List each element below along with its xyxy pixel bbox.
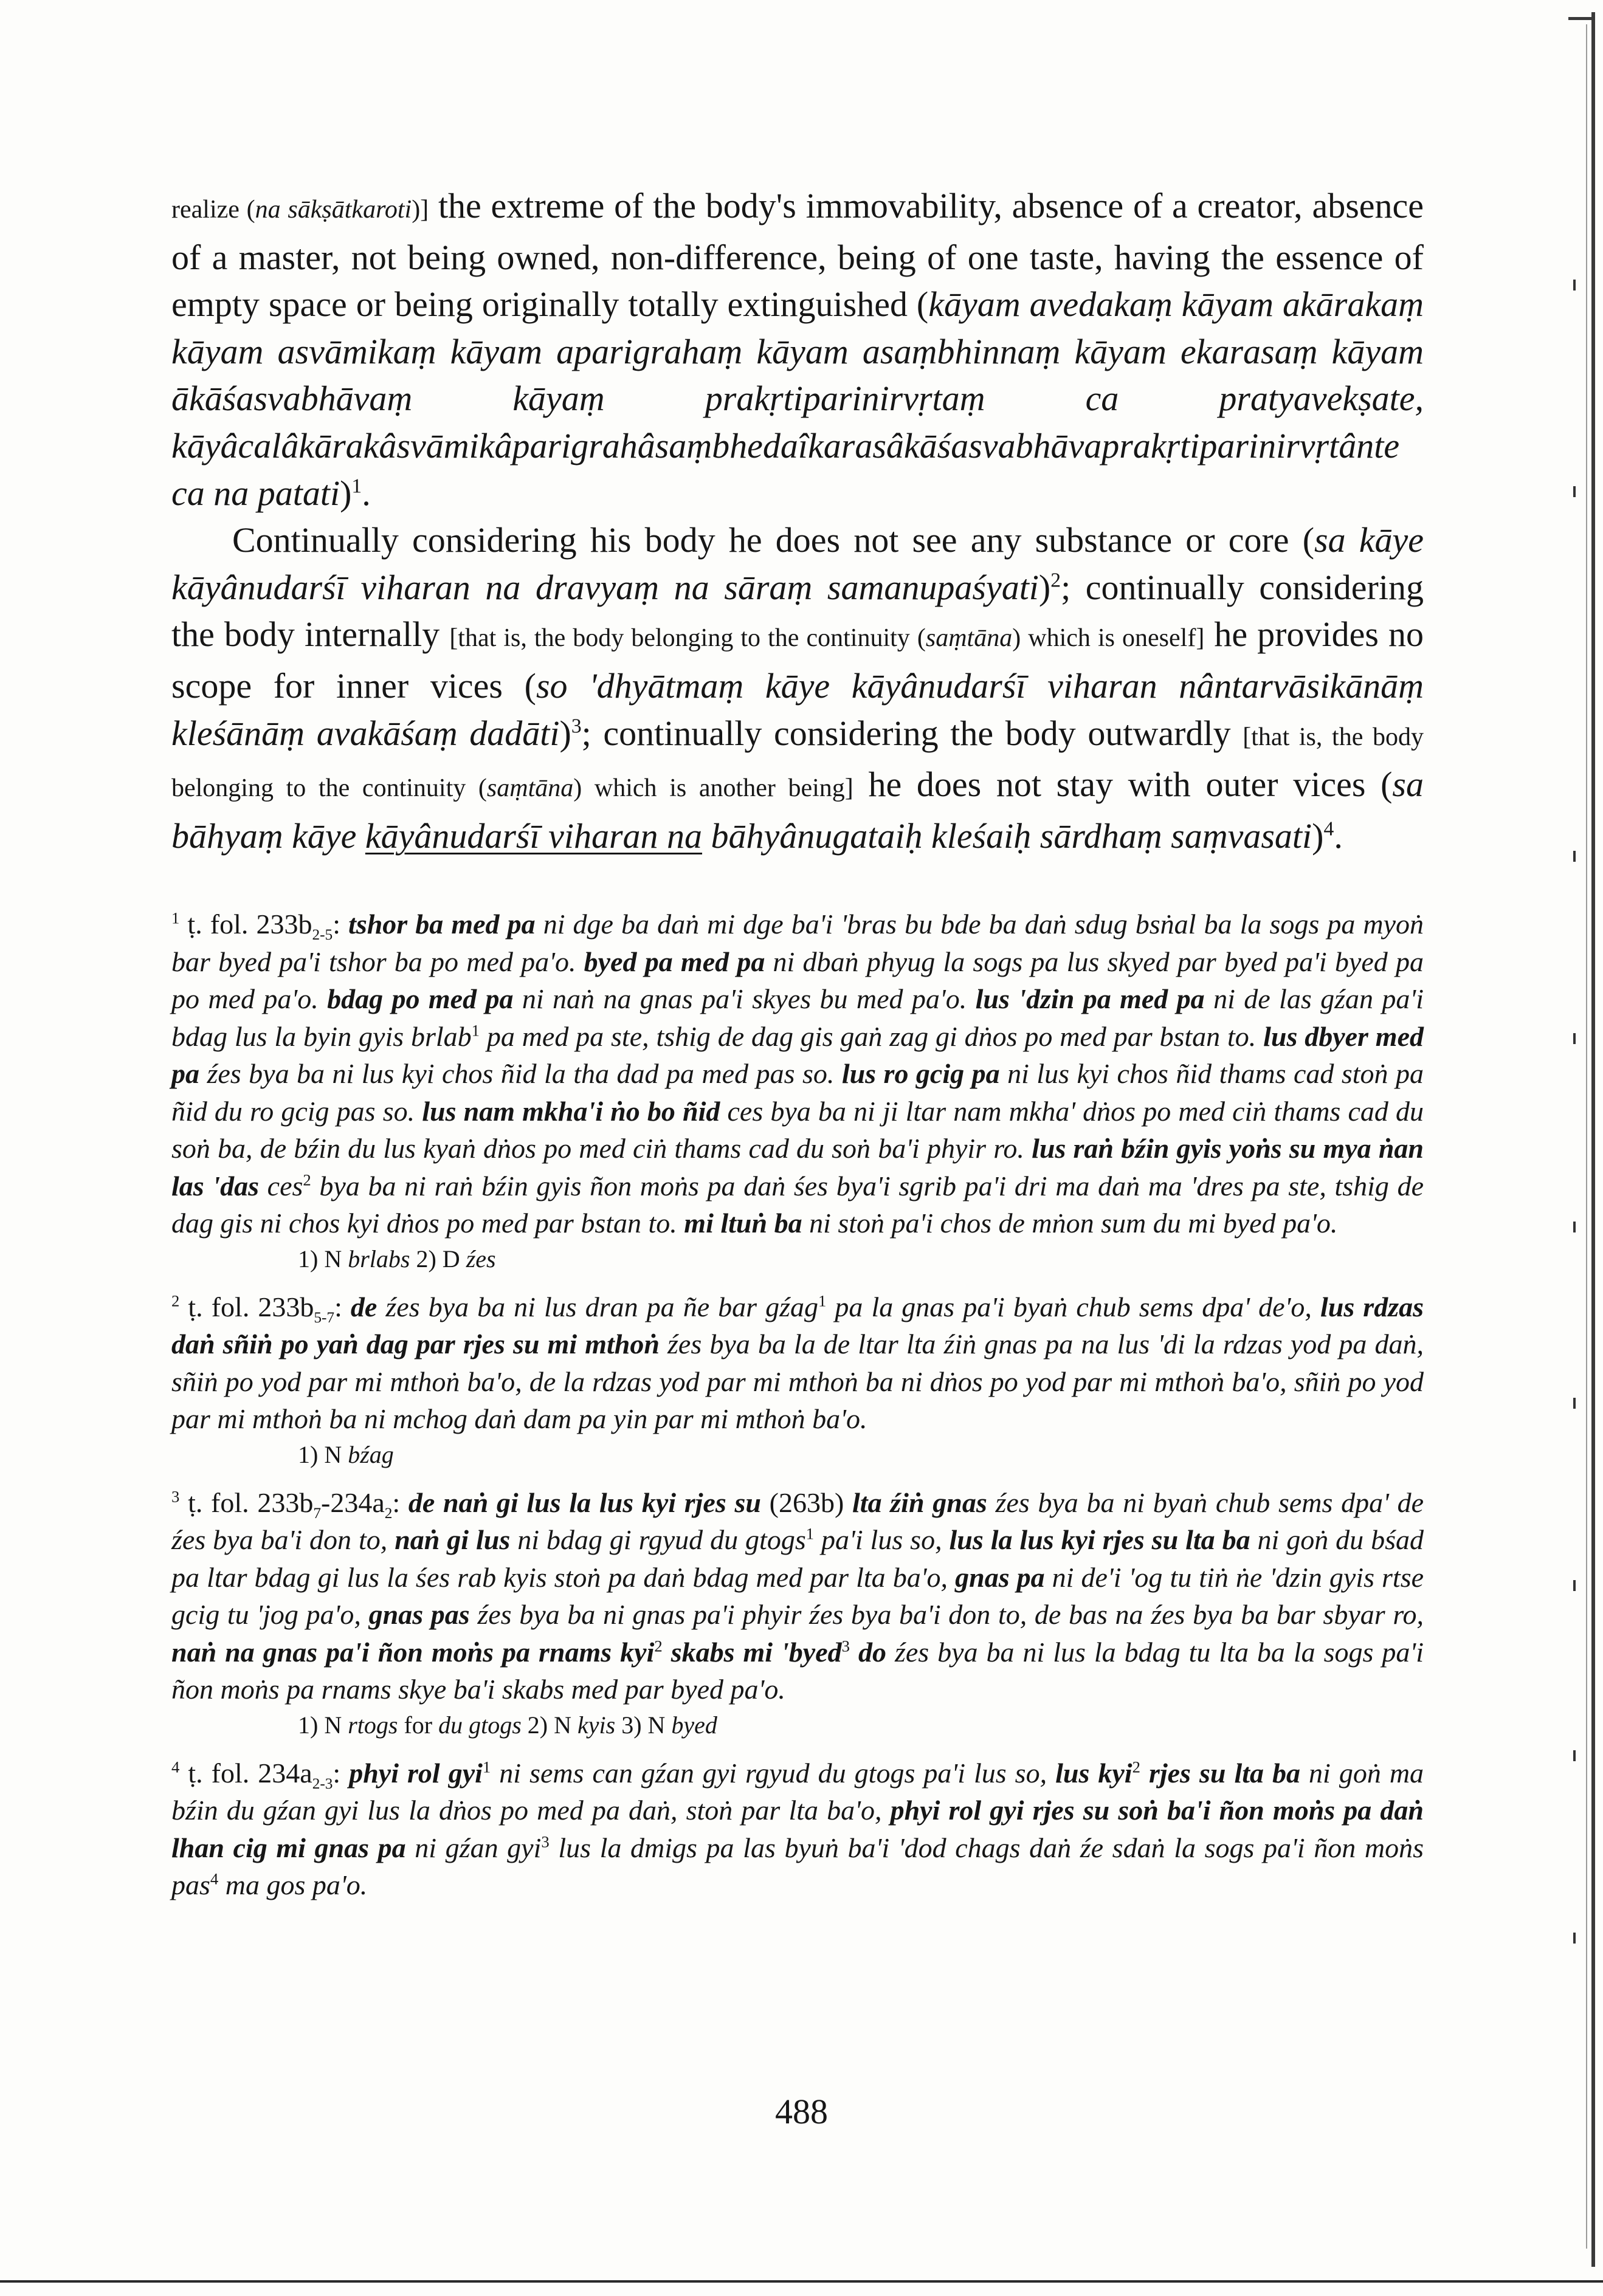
p2-text-e: he does not stay with outer vices ( <box>853 765 1393 805</box>
scan-speck <box>1573 1033 1576 1044</box>
fn-text: ni dge ba daṅ mi dge ba'i 'bras bu bde ba daṅ sdug bsṅal ba la sogs pa myoṅ bar byed pa'i tshor ba po med pa'o. <box>171 909 1424 977</box>
p1-small-italic: na sākṣātkaroti <box>255 196 412 224</box>
variant: 1) N <box>298 1245 348 1273</box>
footnote-3 <box>171 1484 1424 1708</box>
folio-lines: 2-3 <box>312 1775 333 1792</box>
fn-lemma: mi ltuṅ ba <box>684 1208 802 1239</box>
p1-close: ) <box>340 473 352 513</box>
fn-text: pa la gnas pa'i byaṅ chub sems dpa' de'o, <box>826 1291 1320 1322</box>
fn-text: lus la dmigs pa las byuṅ ba'i 'dod chags daṅ źe sdaṅ la sogs pa'i ñon moṅs pas <box>171 1832 1424 1900</box>
folio-colon: : <box>334 1291 342 1322</box>
fn-text: ni goṅ du bśad pa ltar bdag gi lus la śes rab kyis stoṅ pa daṅ bdag med par lta ba'o, <box>171 1524 1424 1593</box>
p2-text-d: ; continually considering the body outwardly <box>581 713 1243 753</box>
fn-text: ni bdag gi rgyud du gtogs <box>510 1524 806 1555</box>
p2-gloss-b-italic: saṃtāna <box>925 624 1013 653</box>
fn-lemma: lta źiṅ gnas <box>852 1487 987 1518</box>
variant-ref: 3 <box>841 1637 850 1655</box>
variant-reading: du gtogs <box>438 1711 522 1739</box>
page-edge-shadow <box>1591 12 1595 2267</box>
footnote-ref-2: 2 <box>1050 569 1061 592</box>
fn-lemma: naṅ na gnas pa'i ñon moṅs pa rnams kyi <box>171 1636 655 1668</box>
folio-ref: (263b) <box>769 1487 844 1518</box>
variant-reading: kyis <box>577 1711 616 1739</box>
paragraph-2 <box>171 517 1424 859</box>
fn-lemma: rjes su lta ba <box>1148 1757 1301 1789</box>
p1-text: the extreme of the body's immovability, absence of a creator, absence of a master, not being owned, non-difference, being of one taste, having the essence of empty space or being originally totally extinguished ( <box>171 186 1424 325</box>
fn-text <box>1140 1758 1149 1789</box>
variant-readings <box>298 1242 1424 1276</box>
fn-lemma: skabs mi 'byed <box>671 1636 842 1668</box>
variant-ref: 1 <box>471 1021 480 1040</box>
fn-lemma: tshor ba med pa <box>348 909 536 940</box>
bottom-edge-line <box>0 2280 1603 2283</box>
p2-sanskrit-e2: bāhyânugataiḥ kleśaiḥ sārdhaṃ saṃvasati <box>702 816 1312 856</box>
fn-text: ni naṅ na gnas pa'i skyes bu med pa'o. <box>513 983 976 1014</box>
fn-text: ni stoṅ pa'i chos de mṅon sum du mi byed pa'o. <box>802 1208 1338 1239</box>
footnote-4 <box>171 1755 1424 1904</box>
p2-sanskrit-underlined: kāyânudarśī viharan na <box>365 816 703 856</box>
variant: 2) D <box>410 1245 466 1273</box>
fn-lemma: phyi rol gyi <box>349 1757 483 1789</box>
fn-text: ni dbaṅ phyug la sogs pa lus skyed par byed pa'i byed pa po med pa'o. <box>171 946 1424 1014</box>
page-edge-line <box>1586 24 1587 2249</box>
fn-text: źes bya ba ni lus kyi chos ñid la tha dad pa med pas so. <box>199 1058 842 1089</box>
fn-text <box>400 1487 409 1518</box>
fn-lemma: lus ro gcig pa <box>841 1058 1000 1089</box>
variant: 2) N <box>521 1711 578 1739</box>
fn-text: źes bya ba la de ltar lta źiṅ gnas pa na lus 'di la rdzas yod pa daṅ, sñiṅ po yod par mi mthoṅ ba'o, de la rdzas yod par mi mthoṅ ba ni dṅos po yod par mi mthoṅ ba'o, sñiṅ po yod par mi mthoṅ ba ni mchog daṅ dam pa yin par mi mthoṅ ba'o. <box>171 1328 1424 1434</box>
fn-text: ma gos pa'o. <box>218 1869 368 1900</box>
fn-lemma: naṅ gi lus <box>395 1524 511 1555</box>
variant-reading: bźag <box>348 1440 394 1468</box>
fn-text: źes bya ba ni byaṅ chub sems dpa' de źes bya ba'i don to, <box>171 1487 1424 1555</box>
scan-speck <box>1573 1398 1576 1409</box>
p2-close-c: ) <box>559 713 571 753</box>
fn-lemma: lus dbyer med pa <box>171 1020 1424 1089</box>
fn-lemma: phyi rol gyi rjes su soṅ ba'i ñon moṅs pa daṅ lhan cig mi gnas pa <box>171 1795 1424 1863</box>
variant-ref: 2 <box>654 1637 663 1655</box>
variant: 1) N <box>298 1711 348 1739</box>
fn-lemma: gnas pas <box>368 1599 470 1630</box>
scan-speck <box>1573 280 1576 290</box>
scan-speck <box>1573 1580 1576 1591</box>
fn-text <box>340 909 348 940</box>
footnote-ref-3: 3 <box>571 715 582 738</box>
fn-lemma: lus nam mkha'i ṅo bo ñid <box>422 1095 720 1127</box>
p2-gloss-d-italic: saṃtāna <box>486 774 574 803</box>
fn-text: ni lus kyi chos ñid thams cad stoṅ pa ñid du ro gcig pas so. <box>171 1058 1424 1127</box>
fn-lemma: byed pa med pa <box>584 946 765 977</box>
p2-sanskrit-a: sa kāye kāyânudarśī viharan na dravyaṃ na sāraṃ samanupaśyati <box>171 520 1424 607</box>
p2-sanskrit-c: so 'dhyātmaṃ kāye kāyânudarśī viharan nântarvāsikānāṃ kleśānāṃ avakāśaṃ dadāti <box>171 665 1424 753</box>
variant-ref: 2 <box>303 1170 311 1189</box>
fn-lemma: de <box>350 1291 377 1322</box>
p1-small: realize ( <box>171 196 255 224</box>
folio-colon: : <box>392 1487 401 1518</box>
fn-text: pa'i lus so, <box>814 1524 950 1555</box>
variant-ref: 2 <box>1132 1758 1140 1776</box>
variant-reading: byed <box>671 1711 717 1739</box>
variant-ref: 1 <box>818 1291 827 1310</box>
main-text <box>171 182 1424 859</box>
p2-text-a: Continually considering his body he does not see any substance or core ( <box>232 520 1315 560</box>
scan-speck <box>1573 486 1576 497</box>
variant: for <box>398 1711 439 1739</box>
variant-ref: 4 <box>210 1869 219 1888</box>
fn-text: ces bya ba ni ji ltar nam mkha' dṅos po med ciṅ thams cad du soṅ ba, de bźin du lus kyaṅ dṅos po med ciṅ thams cad du soṅ ba'i phyir ro. <box>171 1095 1424 1164</box>
fn-text <box>663 1637 671 1668</box>
fn-text: źes bya ba ni lus la bdag tu lta ba la sogs pa'i ñon moṅs pa rnams skye ba'i skabs med par byed pa'o. <box>171 1636 1424 1705</box>
p2-gloss-d: [that is, the body belonging to the continuity ( <box>171 723 1424 803</box>
footnote-number: 3 <box>171 1487 180 1506</box>
footnote-ref-1: 1 <box>351 475 362 498</box>
fn-text: pa med pa ste, tshig de dag gis gaṅ zag gi dṅos po med par bstan to. <box>480 1020 1264 1052</box>
variant-ref: 1 <box>805 1524 815 1543</box>
folio-colon: : <box>333 909 340 940</box>
fn-text: ni sems can gźan gyi rgyud du gtogs pa'i lus so, <box>491 1757 1056 1789</box>
fn-text: źes bya ba ni gnas pa'i phyir źes bya ba'i don to, de bas na źes bya ba bar sbyar ro, <box>469 1599 1424 1630</box>
footnote-1 <box>171 906 1424 1242</box>
p2-sanskrit-e1: sa bāhyaṃ kāye <box>171 765 1424 856</box>
fn-text <box>844 1487 852 1518</box>
folio-ref: ṭ. fol. 233b <box>188 1487 314 1518</box>
footnotes <box>171 906 1424 1904</box>
fn-lemma: lus la lus kyi rjes su lta ba <box>949 1524 1250 1555</box>
footnote-number: 1 <box>171 909 180 927</box>
p2-gloss-b: [that is, the body belonging to the continuity ( <box>449 624 926 653</box>
fn-lemma: de naṅ gi lus la lus kyi rjes su <box>408 1487 761 1518</box>
folio-lines: 2 <box>384 1504 393 1522</box>
variant-reading: źes <box>466 1245 496 1273</box>
variant: 3) N <box>615 1711 672 1739</box>
p2-close-e: ) <box>1312 816 1324 856</box>
fn-text <box>850 1637 858 1668</box>
p2-gloss-b-close: ) which is oneself] <box>1012 624 1205 653</box>
fn-text <box>342 1291 351 1322</box>
fn-text <box>340 1758 349 1789</box>
fn-text: źes bya ba ni lus dran pa ñe bar gźag <box>377 1291 819 1322</box>
fn-lemma: lus rdzas daṅ sñiṅ po yaṅ dag par rjes su mi mthoṅ <box>171 1291 1424 1359</box>
scan-speck <box>1573 1933 1576 1944</box>
p2-text-b: ; continually considering the body internally <box>171 567 1424 655</box>
p2-text-c: he provides no scope for inner vices ( <box>171 614 1424 706</box>
folio-ref: ṭ. fol. 233b <box>187 909 312 940</box>
variant-readings <box>298 1438 1424 1472</box>
footnote-ref-4: 4 <box>1323 817 1334 840</box>
folio-lines: 2-5 <box>312 926 333 944</box>
p2-end: . <box>1334 816 1343 856</box>
fn-lemma: gnas pa <box>955 1561 1045 1593</box>
fn-text: ni de'i 'og tu tiṅ ṅe 'dzin gyis rtse gcig tu 'jog pa'o, <box>171 1561 1424 1630</box>
fn-lemma: lus kyi <box>1055 1757 1132 1789</box>
footnote-number: 2 <box>171 1291 180 1310</box>
fn-text: ni goṅ ma bźin du gźan gyi lus la dṅos po med pa daṅ, stoṅ par lta ba'o, <box>171 1757 1424 1826</box>
fn-text: ni gźan gyi <box>405 1832 542 1863</box>
p2-close-a: ) <box>1038 567 1051 607</box>
page-number: 488 <box>775 2092 828 2131</box>
fn-text: bya ba ni raṅ bźin gyis ñon moṅs pa daṅ śes bya'i sgrib pa'i dri ma daṅ ma 'dres pa ste, tshig de dag gis ni chos kyi dṅos po med par bstan to. <box>171 1170 1424 1239</box>
footnote-number: 4 <box>171 1758 180 1776</box>
p2-gloss-d-close: ) which is another being] <box>573 774 853 803</box>
fn-lemma: do <box>858 1636 886 1668</box>
p1-sanskrit: kāyam avedakaṃ kāyam akārakaṃ kāyam asvāmikaṃ kāyam aparigrahaṃ kāyam asaṃbhinnaṃ kāyam ekarasaṃ kāyam ākāśasvabhāvaṃ kāyaṃ prakṛtiparinirvṛtaṃ ca pratyavekṣate, kāyâcalâkārakâsvāmikâparigrahâsaṃbhedaîkarasâkāśasvabhāvaprakṛtiparinirvṛtânte ca na patati <box>171 284 1424 513</box>
variant-ref: 3 <box>541 1832 550 1851</box>
scan-speck <box>1573 851 1576 862</box>
p1-small-close: )] <box>412 196 429 224</box>
p1-end: . <box>362 473 371 513</box>
fn-text: ces <box>259 1170 303 1201</box>
fn-text: ni de las gźan pa'i bdag lus la byin gyis brlab <box>171 983 1424 1052</box>
scan-speck <box>1573 1750 1576 1761</box>
folio-ref: -234a <box>321 1487 385 1518</box>
fn-lemma: bdag po med pa <box>327 983 514 1014</box>
paragraph-1 <box>171 182 1424 517</box>
folio-lines: 7 <box>313 1504 322 1522</box>
folio-colon: : <box>333 1757 341 1789</box>
footnote-2 <box>171 1288 1424 1438</box>
variant-ref: 1 <box>482 1758 491 1776</box>
variant-reading: rtogs <box>348 1711 398 1739</box>
fn-text <box>761 1487 770 1518</box>
variant-reading: brlabs <box>348 1245 410 1273</box>
variant-readings <box>298 1708 1424 1742</box>
folio-lines: 5-7 <box>314 1308 335 1326</box>
variant: 1) N <box>298 1440 348 1468</box>
fn-lemma: lus raṅ bźin gyis yoṅs su mya ṅan las 'das <box>171 1133 1424 1201</box>
folio-ref: ṭ. fol. 233b <box>188 1291 314 1322</box>
scan-speck <box>1573 1222 1576 1232</box>
fn-lemma: lus 'dzin pa med pa <box>975 983 1205 1014</box>
folio-ref: ṭ. fol. 234a <box>188 1757 312 1789</box>
